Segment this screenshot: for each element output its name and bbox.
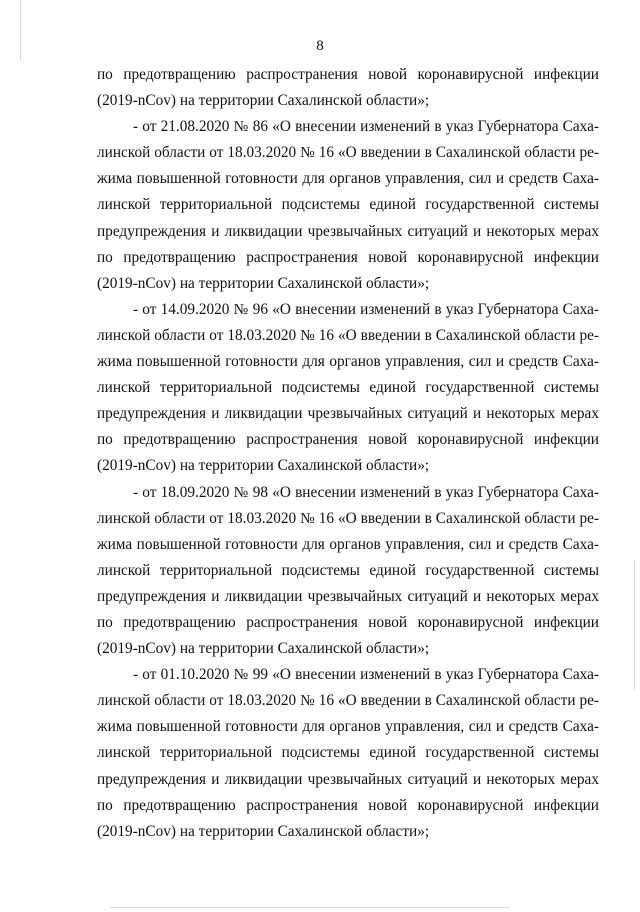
text-line: линской территориальной подсистемы единой государственной системы bbox=[97, 744, 599, 762]
scan-edge-mark-right bbox=[634, 560, 635, 690]
text-line: - от 18.09.2020 № 98 «О внесении изменений в указ Губернатора Саха- bbox=[133, 483, 599, 501]
text-line: по предотвращению распространения новой коронавирусной инфекции bbox=[97, 248, 599, 266]
text-line: линской области от 18.03.2020 № 16 «О введении в Сахалинской области ре- bbox=[97, 692, 599, 710]
scan-edge-mark-bottom bbox=[110, 907, 510, 908]
text-line: жима повышенной готовности для органов управления, сил и средств Саха- bbox=[97, 535, 599, 553]
document-body bbox=[97, 62, 599, 845]
text-line: по предотвращению распространения новой коронавирусной инфекции bbox=[97, 66, 599, 83]
text-line: (2019-nCov) на территории Сахалинской области»; bbox=[97, 274, 430, 292]
page-number: 8 bbox=[316, 38, 324, 54]
text-line: предупреждения и ликвидации чрезвычайных ситуаций и некоторых мерах bbox=[97, 587, 599, 605]
text-line: линской территориальной подсистемы единой государственной системы bbox=[97, 379, 599, 397]
text-line: линской области от 18.03.2020 № 16 «О введении в Сахалинской области ре- bbox=[97, 144, 599, 162]
text-line: по предотвращению распространения новой коронавирусной инфекции bbox=[97, 431, 599, 449]
text-line: линской территориальной подсистемы единой государственной системы bbox=[97, 561, 599, 579]
text-line: линской территориальной подсистемы единой государственной системы bbox=[97, 196, 599, 214]
text-line: жима повышенной готовности для органов управления, сил и средств Саха- bbox=[97, 170, 599, 188]
text-line: по предотвращению распространения новой коронавирусной инфекции bbox=[97, 796, 599, 814]
text-line: (2019-nCov) на территории Сахалинской области»; bbox=[97, 92, 430, 110]
text-line: по предотвращению распространения новой коронавирусной инфекции bbox=[97, 613, 599, 631]
text-line: предупреждения и ликвидации чрезвычайных ситуаций и некоторых мерах bbox=[97, 405, 599, 423]
text-line: (2019-nCov) на территории Сахалинской области»; bbox=[97, 640, 430, 658]
text-line: жима повышенной готовности для органов управления, сил и средств Саха- bbox=[97, 353, 599, 371]
text-line: - от 14.09.2020 № 96 «О внесении изменений в указ Губернатора Саха- bbox=[133, 300, 599, 318]
text-line: - от 21.08.2020 № 86 «О внесении изменений в указ Губернатора Саха- bbox=[133, 118, 599, 136]
scan-edge-mark-left bbox=[20, 0, 21, 60]
text-line: линской области от 18.03.2020 № 16 «О введении в Сахалинской области ре- bbox=[97, 326, 599, 344]
text-line: предупреждения и ликвидации чрезвычайных ситуаций и некоторых мерах bbox=[97, 770, 599, 788]
text-line: (2019-nCov) на территории Сахалинской области»; bbox=[97, 457, 430, 475]
text-line: - от 01.10.2020 № 99 «О внесении изменений в указ Губернатора Саха- bbox=[133, 666, 599, 684]
text-line: предупреждения и ликвидации чрезвычайных ситуаций и некоторых мерах bbox=[97, 222, 599, 240]
text-line: линской области от 18.03.2020 № 16 «О введении в Сахалинской области ре- bbox=[97, 509, 599, 527]
text-line: (2019-nCov) на территории Сахалинской области»; bbox=[97, 822, 430, 840]
text-line: жима повышенной готовности для органов управления, сил и средств Саха- bbox=[97, 718, 599, 736]
